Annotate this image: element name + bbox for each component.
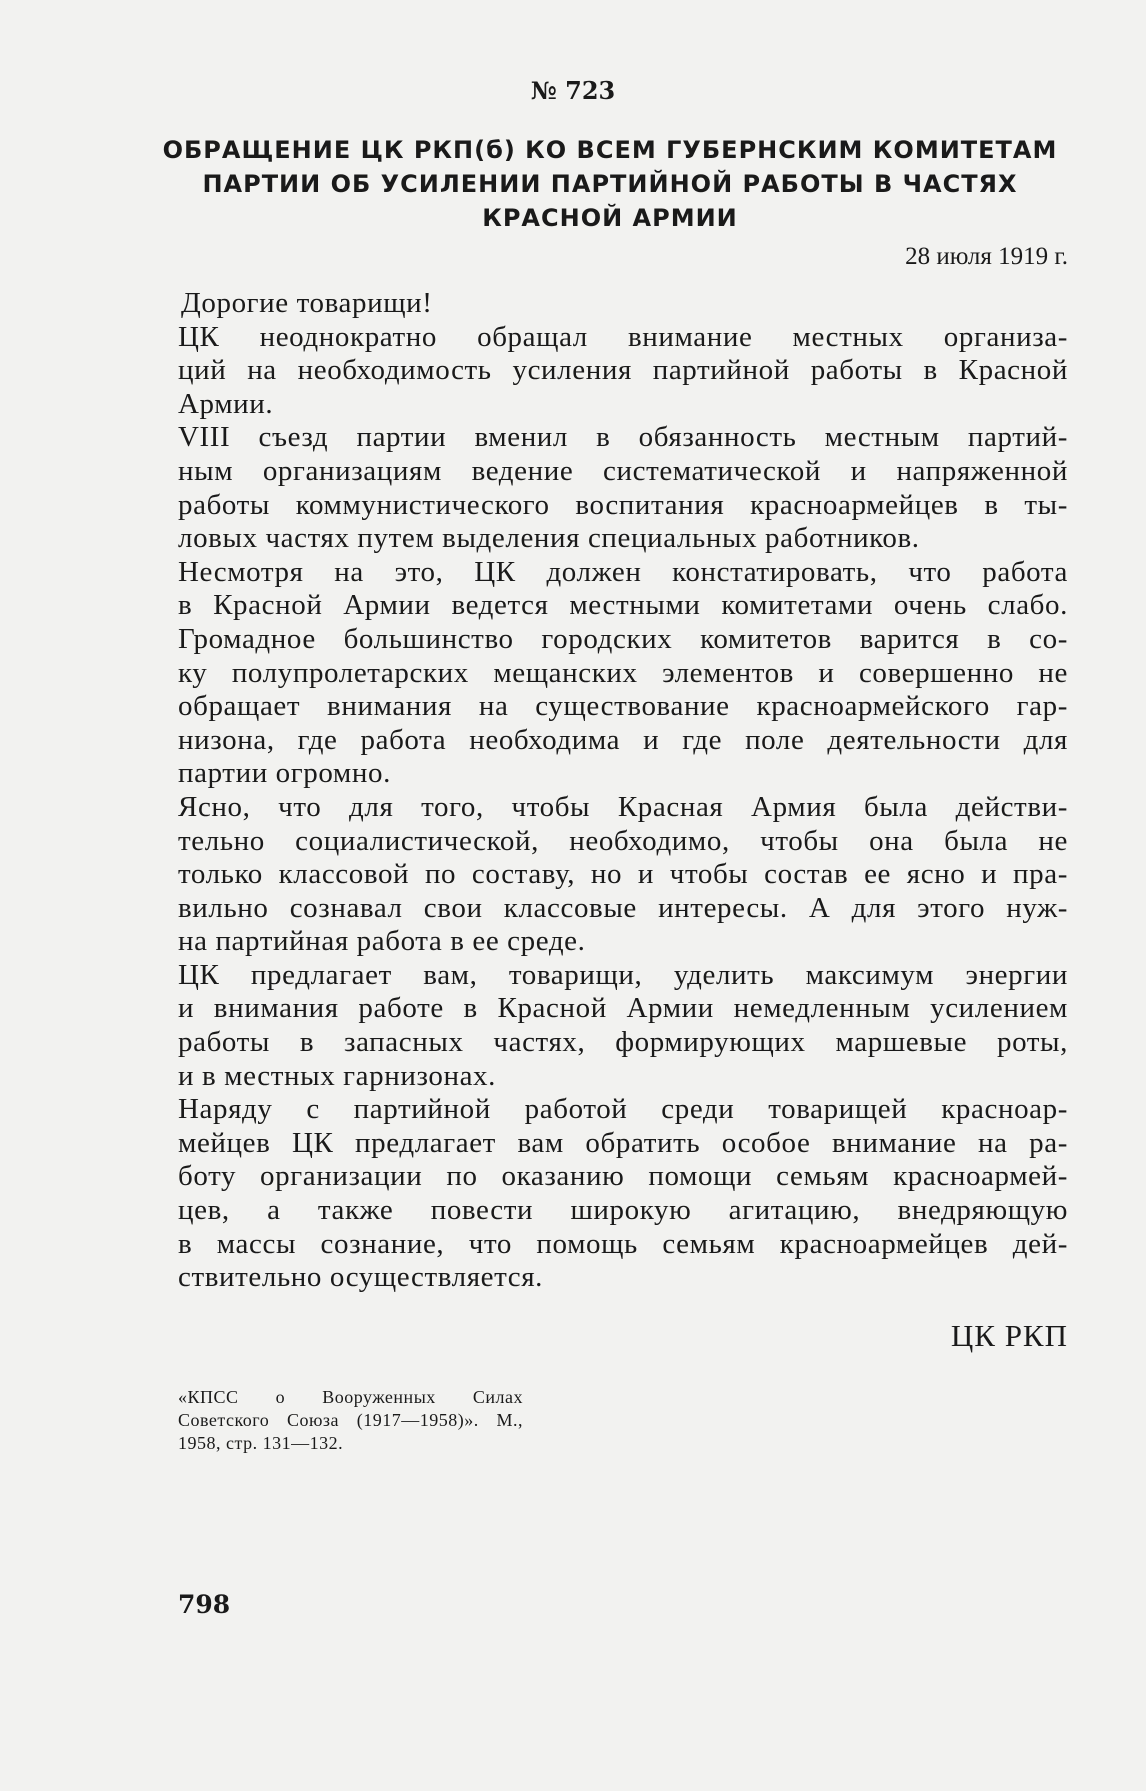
paragraph-3-line: в Красной Армии ведется местными комитетами очень слабо.	[178, 589, 1068, 622]
paragraph-1-line: Армии.	[178, 387, 274, 420]
paragraph-5-line: и в местных гарнизонах.	[178, 1059, 496, 1092]
document-number: № 723	[530, 76, 616, 105]
document-heading	[160, 133, 1060, 235]
source-line: «КПСС о Вооруженных Силах	[178, 1387, 523, 1407]
paragraph-6-line: ствительно осуществляется.	[178, 1261, 544, 1294]
paragraph-2-line: ным организациям ведение систематической и напряженной	[178, 454, 1068, 487]
paragraph-6-line: цев, а также повести широкую агитацию, внедряющую	[178, 1194, 1068, 1227]
paragraph-5-line: работы в запасных частях, формирующих маршевые роты,	[178, 1026, 1068, 1059]
paragraph-5-line: и внимания работе в Красной Армии немедленным усилением	[178, 992, 1068, 1025]
paragraph-4-line: на партийная работа в ее среде.	[178, 925, 586, 958]
heading-line: ПАРТИИ ОБ УСИЛЕНИИ ПАРТИЙНОЙ РАБОТЫ В ЧАСТЯХ	[202, 170, 1018, 198]
paragraph-2-line: работы коммунистического воспитания красноармейцев в ты-	[178, 488, 1068, 521]
paragraph-4-line: Ясно, что для того, чтобы Красная Армия была действи-	[178, 790, 1068, 823]
document-date: 28 июля 1919 г.	[905, 243, 1068, 270]
signature: ЦК РКП	[950, 1318, 1068, 1353]
paragraph-6-line: боту организации по оказанию помощи семьям красноармей-	[178, 1160, 1068, 1193]
paragraph-4-line: вильно сознавал свои классовые интересы. А для этого нуж-	[178, 891, 1068, 924]
greeting: Дорогие товарищи!	[181, 287, 433, 319]
paragraph-3-line: Несмотря на это, ЦК должен констатировать, что работа	[178, 555, 1068, 588]
source-citation	[178, 1386, 523, 1455]
paragraph-6-line: Наряду с партийной работой среди товарищей красноар-	[178, 1093, 1068, 1126]
paragraph-2-line: VIII съезд партии вменил в обязанность местным партий-	[178, 421, 1068, 454]
paragraph-3-line: Громадное большинство городских комитетов варится в со-	[178, 622, 1068, 655]
paragraph-4-line: только классовой по составу, но и чтобы состав ее ясно и пра-	[178, 858, 1068, 891]
paragraph-3-line: партии огромно.	[178, 757, 391, 790]
paragraph-3-line: обращает внимания на существование красноармейского гар-	[178, 690, 1068, 723]
body-text	[178, 287, 1068, 1295]
paragraph-6-line: мейцев ЦК предлагает вам обратить особое внимание на ра-	[178, 1126, 1068, 1159]
source-line: 1958, стр. 131—132.	[178, 1433, 344, 1453]
paragraph-2-line: ловых частях путем выделения специальных работников.	[178, 522, 920, 555]
paragraph-5-line: ЦК предлагает вам, товарищи, уделить максимум энергии	[178, 958, 1068, 991]
heading-line: ОБРАЩЕНИЕ ЦК РКП(б) КО ВСЕМ ГУБЕРНСКИМ КОМИТЕТАМ	[162, 136, 1058, 164]
source-line: Советского Союза (1917—1958)». М.,	[178, 1410, 523, 1430]
paragraph-4-line: тельно социалистической, необходимо, чтобы она была не	[178, 824, 1068, 857]
page-number: 798	[178, 1590, 231, 1619]
paragraph-1-line: ЦК неоднократно обращал внимание местных организа-	[178, 320, 1068, 353]
heading-line: КРАСНОЙ АРМИИ	[482, 204, 738, 232]
paragraph-6-line: в массы сознание, что помощь семьям красноармейцев дей-	[178, 1227, 1068, 1260]
paragraph-3-line: низона, где работа необходима и где поле деятельности для	[178, 723, 1068, 756]
paragraph-3-line: ку полупролетарских мещанских элементов и совершенно не	[178, 656, 1068, 689]
paragraph-1-line: ций на необходимость усиления партийной работы в Красной	[178, 354, 1068, 387]
